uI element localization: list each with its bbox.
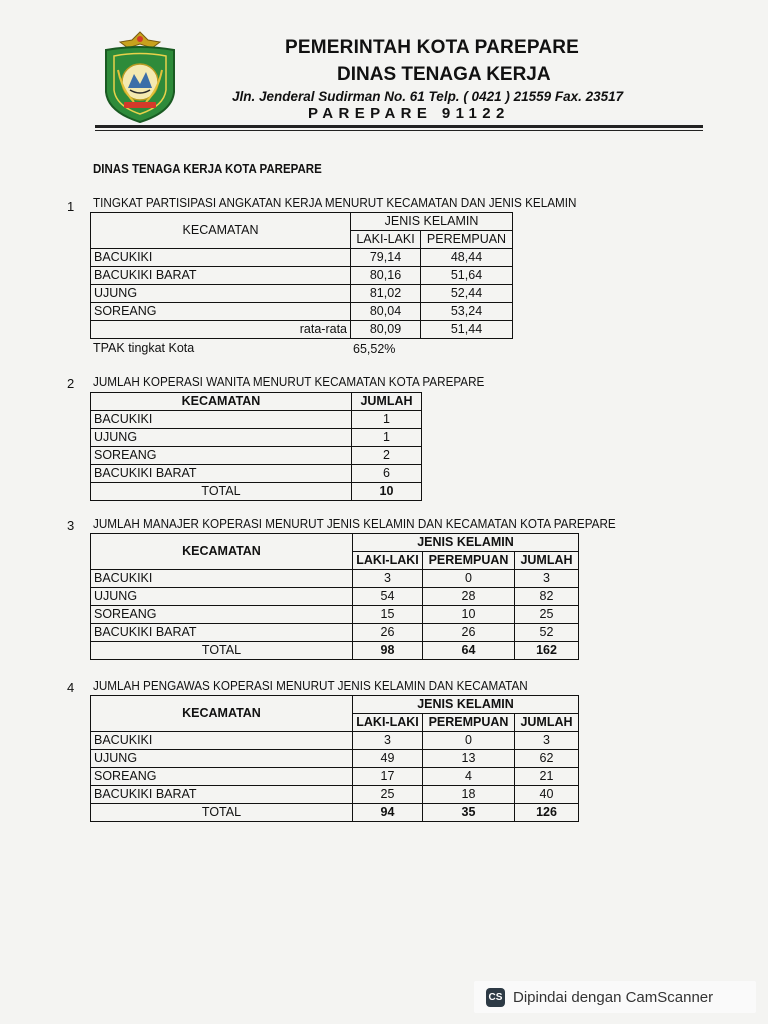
cell-laki-laki: 80,16 xyxy=(351,267,421,285)
cell-perempuan: 18 xyxy=(423,786,515,804)
cell-perempuan: 53,24 xyxy=(421,303,513,321)
header-kecamatan: KECAMATAN xyxy=(91,534,353,570)
table-row xyxy=(91,447,422,465)
total-label: TOTAL xyxy=(91,642,353,660)
total-label: TOTAL xyxy=(91,804,353,822)
cell-kecamatan: BACUKIKI BARAT xyxy=(91,465,352,483)
average-label: rata-rata xyxy=(91,321,351,339)
header-laki-laki: LAKI-LAKI xyxy=(353,714,423,732)
header-jumlah: JUMLAH xyxy=(352,393,422,411)
cell-kecamatan: BACUKIKI xyxy=(91,570,353,588)
cell-jumlah: 1 xyxy=(352,429,422,447)
cell-jumlah: 1 xyxy=(352,411,422,429)
table-row xyxy=(91,429,422,447)
cell-laki-laki: 15 xyxy=(353,606,423,624)
cell-perempuan: 26 xyxy=(423,624,515,642)
cell-jumlah: 3 xyxy=(515,732,579,750)
total-laki-laki: 94 xyxy=(353,804,423,822)
table-row xyxy=(91,303,513,321)
section-3-title: JUMLAH MANAJER KOPERASI MENURUT JENIS KELAMIN DAN KECAMATAN KOTA PAREPARE xyxy=(93,516,616,531)
table-row xyxy=(91,267,513,285)
cell-perempuan: 48,44 xyxy=(421,249,513,267)
letterhead-divider xyxy=(95,125,703,128)
header-jumlah: JUMLAH xyxy=(515,552,579,570)
cell-kecamatan: UJUNG xyxy=(91,750,353,768)
cell-perempuan: 13 xyxy=(423,750,515,768)
header-perempuan: PEREMPUAN xyxy=(423,552,515,570)
section-1-title: TINGKAT PARTISIPASI ANGKATAN KERJA MENURUT KECAMATAN DAN JENIS KELAMIN xyxy=(93,195,577,210)
table-row xyxy=(91,768,579,786)
cell-perempuan: 28 xyxy=(423,588,515,606)
average-laki-laki: 80,09 xyxy=(351,321,421,339)
cell-laki-laki: 81,02 xyxy=(351,285,421,303)
letterhead-office: DINAS TENAGA KERJA xyxy=(337,64,551,85)
total-laki-laki: 98 xyxy=(353,642,423,660)
table-row xyxy=(91,285,513,303)
cell-laki-laki: 25 xyxy=(353,786,423,804)
header-laki-laki: LAKI-LAKI xyxy=(353,552,423,570)
header-kecamatan: KECAMATAN xyxy=(91,213,351,249)
cell-perempuan: 51,64 xyxy=(421,267,513,285)
header-kecamatan: KECAMATAN xyxy=(91,393,352,411)
section-1-number: 1 xyxy=(67,199,75,214)
total-label: TOTAL xyxy=(91,483,352,501)
section-4-title: JUMLAH PENGAWAS KOPERASI MENURUT JENIS KELAMIN DAN KECAMATAN xyxy=(93,678,528,693)
tpak-value: 65,52% xyxy=(353,342,396,356)
cell-kecamatan: BACUKIKI xyxy=(91,732,353,750)
cell-laki-laki: 80,04 xyxy=(351,303,421,321)
table-row xyxy=(91,249,513,267)
section-4-table xyxy=(90,695,579,822)
document-title: DINAS TENAGA KERJA KOTA PAREPARE xyxy=(93,162,322,176)
cell-kecamatan: SOREANG xyxy=(91,606,353,624)
total-jumlah: 10 xyxy=(352,483,422,501)
tpak-label: TPAK tingkat Kota xyxy=(93,341,195,355)
cell-jumlah: 40 xyxy=(515,786,579,804)
total-row xyxy=(91,483,422,501)
cell-kecamatan: BACUKIKI BARAT xyxy=(91,624,353,642)
cell-laki-laki: 49 xyxy=(353,750,423,768)
total-jumlah: 162 xyxy=(515,642,579,660)
header-kecamatan: KECAMATAN xyxy=(91,696,353,732)
cell-laki-laki: 54 xyxy=(353,588,423,606)
cell-laki-laki: 17 xyxy=(353,768,423,786)
letterhead-government: PEMERINTAH KOTA PAREPARE xyxy=(285,37,580,58)
cell-perempuan: 4 xyxy=(423,768,515,786)
cell-jumlah: 2 xyxy=(352,447,422,465)
table-header-row xyxy=(91,393,422,411)
table-header-row xyxy=(91,696,579,714)
section-2-title: JUMLAH KOPERASI WANITA MENURUT KECAMATAN KOTA PAREPARE xyxy=(93,374,485,389)
total-perempuan: 35 xyxy=(423,804,515,822)
cell-kecamatan: UJUNG xyxy=(91,429,352,447)
average-perempuan: 51,44 xyxy=(421,321,513,339)
header-laki-laki: LAKI-LAKI xyxy=(351,231,421,249)
table-row xyxy=(91,606,579,624)
camscanner-watermark xyxy=(474,981,756,1013)
cell-kecamatan: BACUKIKI xyxy=(91,411,352,429)
table-row xyxy=(91,570,579,588)
cell-jumlah: 82 xyxy=(515,588,579,606)
table-row xyxy=(91,750,579,768)
cell-laki-laki: 26 xyxy=(353,624,423,642)
cell-kecamatan: BACUKIKI BARAT xyxy=(91,267,351,285)
section-2-table xyxy=(90,392,422,501)
section-3-table xyxy=(90,533,579,660)
cell-perempuan: 10 xyxy=(423,606,515,624)
total-row xyxy=(91,804,579,822)
cell-jumlah: 52 xyxy=(515,624,579,642)
cell-jumlah: 25 xyxy=(515,606,579,624)
cell-kecamatan: SOREANG xyxy=(91,303,351,321)
camscanner-icon: CS xyxy=(486,988,505,1007)
cell-kecamatan: BACUKIKI BARAT xyxy=(91,786,353,804)
cell-kecamatan: BACUKIKI xyxy=(91,249,351,267)
section-4-number: 4 xyxy=(67,680,75,695)
header-perempuan: PEREMPUAN xyxy=(421,231,513,249)
header-perempuan: PEREMPUAN xyxy=(423,714,515,732)
parepare-emblem-icon xyxy=(100,30,180,124)
letterhead-city-postcode: PAREPARE 91122 xyxy=(308,105,510,122)
table-row xyxy=(91,624,579,642)
cell-laki-laki: 3 xyxy=(353,570,423,588)
cell-laki-laki: 79,14 xyxy=(351,249,421,267)
header-jenis-kelamin: JENIS KELAMIN xyxy=(353,534,579,552)
cell-kecamatan: SOREANG xyxy=(91,768,353,786)
table-row xyxy=(91,588,579,606)
cell-kecamatan: UJUNG xyxy=(91,588,353,606)
cell-jumlah: 62 xyxy=(515,750,579,768)
cell-kecamatan: UJUNG xyxy=(91,285,351,303)
table-row xyxy=(91,786,579,804)
total-perempuan: 64 xyxy=(423,642,515,660)
cell-jumlah: 21 xyxy=(515,768,579,786)
letterhead-address: Jln. Jenderal Sudirman No. 61 Telp. ( 0421 ) 21559 Fax. 23517 xyxy=(232,89,624,104)
table-row xyxy=(91,465,422,483)
letterhead-divider-thin xyxy=(95,130,703,131)
cell-perempuan: 0 xyxy=(423,570,515,588)
table-row xyxy=(91,411,422,429)
cell-kecamatan: SOREANG xyxy=(91,447,352,465)
cell-perempuan: 52,44 xyxy=(421,285,513,303)
table-row xyxy=(91,732,579,750)
cell-jumlah: 3 xyxy=(515,570,579,588)
table-header-row xyxy=(91,534,579,552)
header-jumlah: JUMLAH xyxy=(515,714,579,732)
section-3-number: 3 xyxy=(67,518,75,533)
header-jenis-kelamin: JENIS KELAMIN xyxy=(353,696,579,714)
cell-laki-laki: 3 xyxy=(353,732,423,750)
header-jenis-kelamin: JENIS KELAMIN xyxy=(351,213,513,231)
section-1-table xyxy=(90,212,513,339)
cell-perempuan: 0 xyxy=(423,732,515,750)
total-jumlah: 126 xyxy=(515,804,579,822)
cell-jumlah: 6 xyxy=(352,465,422,483)
average-row xyxy=(91,321,513,339)
camscanner-text: Dipindai dengan CamScanner xyxy=(513,988,714,1006)
section-2-number: 2 xyxy=(67,376,75,391)
table-header-row xyxy=(91,213,513,231)
total-row xyxy=(91,642,579,660)
